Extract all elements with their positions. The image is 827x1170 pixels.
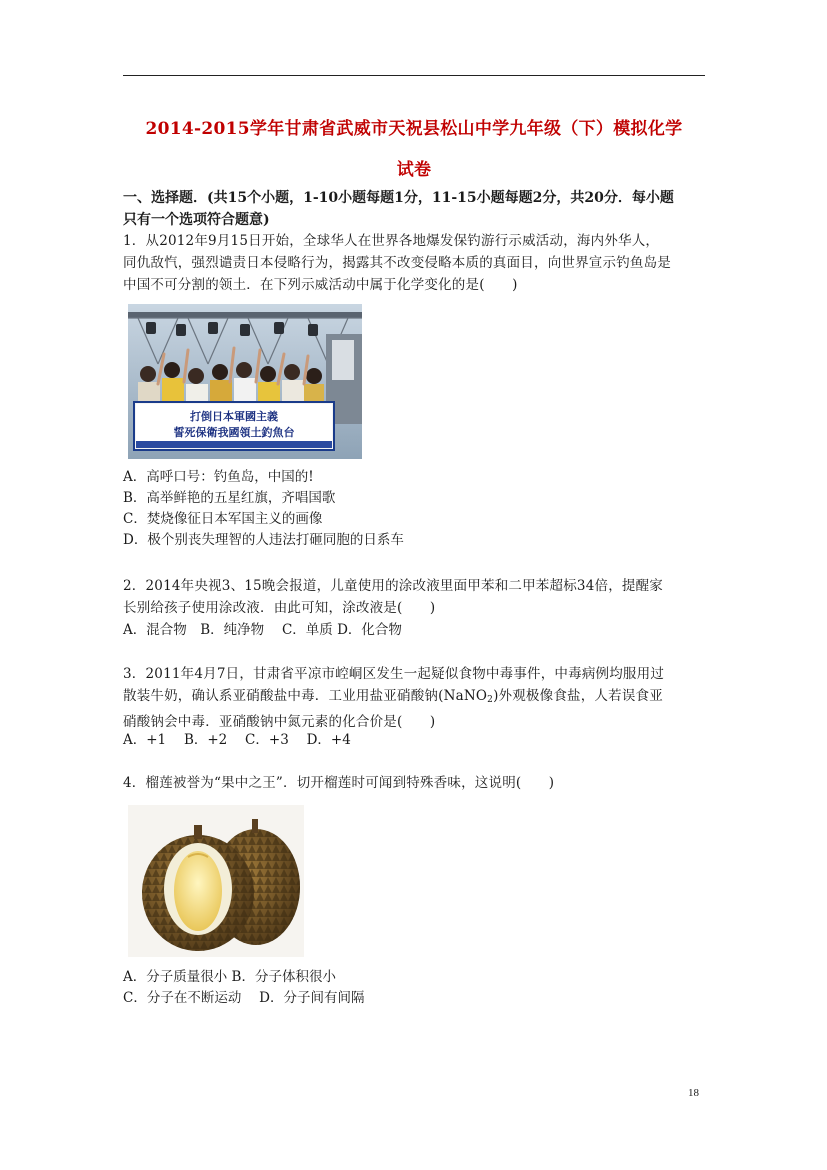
- sodium-nitrite-formula: NaNO$_2$: [443, 688, 494, 705]
- q1-option-d: D．极个别丧失理智的人违法打砸同胞的日系车: [123, 532, 404, 548]
- section-heading-line2: 只有一个选项符合题意): [123, 212, 270, 228]
- q3-line2-end: )外观极像食盐，人若误食亚: [493, 688, 663, 704]
- q3-options: A．+1 B．+2 C．+3 D．+4: [123, 732, 351, 748]
- section-heading-line1: 一、选择题．(共15个小题，1-10小题每题1分，11-15小题每题2分，共20分．每小题: [123, 190, 674, 206]
- question-1-line1: 1．从2012年9月15日开始，全球华人在世界各地爆发保钓游行示威活动，海内外华人，: [123, 233, 660, 249]
- question-3-line3: 硝酸钠会中毒．亚硝酸钠中氮元素的化合价是( ): [123, 714, 436, 730]
- q4-options-row1: A．分子质量很小 B．分子体积很小: [123, 969, 336, 985]
- q2-options: A．混合物 B．纯净物 C．单质 D．化合物: [123, 622, 402, 638]
- q1-option-a: A．高呼口号：钓鱼岛，中国的!: [123, 469, 314, 485]
- question-3-stem: [123, 663, 708, 733]
- banner-line1: 打倒日本軍國主義: [190, 410, 278, 423]
- question-4-line1: 4．榴莲被誉为“果中之王”．切开榴莲时可闻到特殊香味，这说明( ): [123, 775, 555, 791]
- q1-option-b: B．高举鲜艳的五星红旗，齐唱国歌: [123, 490, 336, 506]
- q1-option-c: C．焚烧像征日本军国主义的画像: [123, 511, 323, 527]
- protest-photo: [128, 304, 362, 459]
- exam-title-line1: 2014-2015学年甘肃省武威市天祝县松山中学九年级（下）模拟化学: [145, 119, 683, 139]
- question-4-stem: [123, 772, 708, 794]
- exam-title-line2: 试卷: [396, 160, 432, 180]
- question-4-options: [123, 967, 364, 1009]
- question-3-line1: 3．2011年4月7日，甘肃省平凉市崆峒区发生一起疑似食物中毒事件，中毒病例均服用过: [123, 666, 665, 682]
- header-rule: [123, 75, 705, 76]
- durian-photo-graphic: [128, 805, 304, 957]
- banner-line2: 誓死保衛我國領土釣魚台: [173, 426, 295, 439]
- question-1-stem: [123, 230, 708, 296]
- section-heading: [123, 187, 708, 231]
- question-2-line2: 长别给孩子使用涂改液．由此可知，涂改液是( ): [123, 600, 436, 616]
- q3-line2-start: 散装牛奶，确认系亚硝酸盐中毒．工业用盐亚硝酸钠(: [123, 688, 444, 704]
- durian-photo: [128, 805, 304, 957]
- page-number: 18: [688, 1087, 699, 1099]
- question-3-line2: [123, 685, 708, 711]
- protest-photo-graphic: [128, 304, 362, 459]
- q4-options-row2: C．分子在不断运动 D．分子间有间隔: [123, 990, 365, 1006]
- question-1-options: [123, 467, 404, 551]
- question-1-line3: 中国不可分割的领土．在下列示威活动中属于化学变化的是( ): [123, 277, 518, 293]
- question-2-stem: [123, 575, 708, 619]
- question-2-line1: 2．2014年央视3、15晚会报道，儿童使用的涂改液里面甲苯和二甲苯超标34倍，提醒家: [123, 578, 663, 594]
- question-1-line2: 同仇敌忾，强烈谴责日本侵略行为，揭露其不改变侵略本质的真面目，向世界宣示钓鱼岛是: [123, 255, 671, 271]
